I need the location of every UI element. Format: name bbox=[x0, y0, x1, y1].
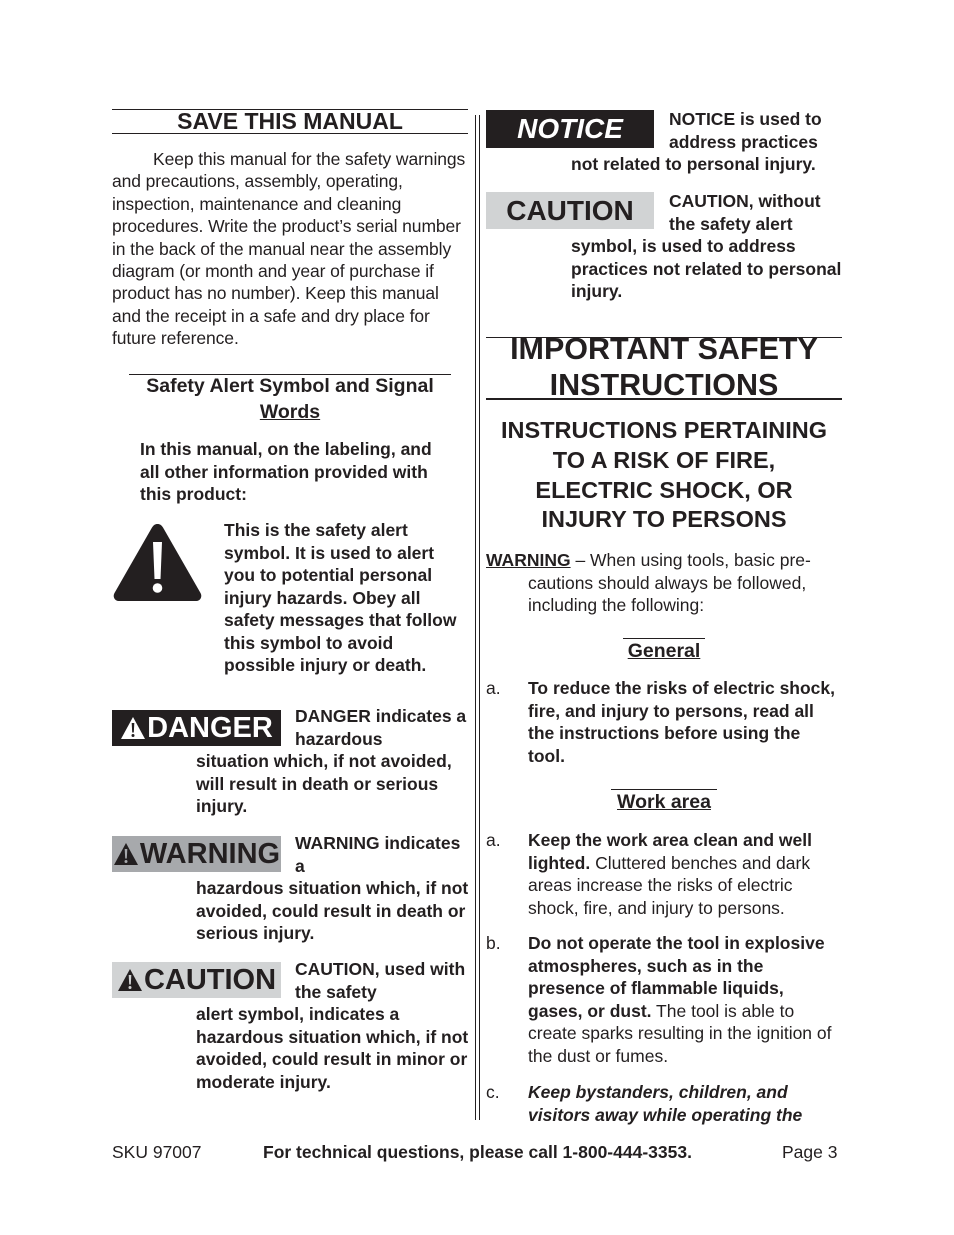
safety-alert-heading-line1: Safety Alert Symbol and Signal bbox=[146, 375, 434, 397]
list-marker: a. bbox=[486, 830, 501, 850]
important-title-line2: INSTRUCTIONS bbox=[549, 368, 779, 402]
subtitle-line: ELECTRIC SHOCK, OR bbox=[535, 476, 793, 503]
instructions-subtitle bbox=[486, 416, 842, 535]
warning-description-tail: hazardous situation which, if not avoided, could result in death or serious injury. bbox=[196, 878, 469, 943]
important-bottom-rule bbox=[486, 398, 842, 400]
notice-signal-label: NOTICE bbox=[486, 110, 654, 148]
caution-label-text: CAUTION bbox=[143, 963, 277, 996]
footer-page-number: Page 3 bbox=[782, 1142, 838, 1162]
warning-text-first: – When using tools, basic pre- bbox=[570, 550, 811, 570]
safety-alert-triangle-icon bbox=[111, 521, 204, 604]
caution-description-head: CAUTION, used with the safety bbox=[295, 959, 466, 1002]
list-marker: b. bbox=[486, 933, 501, 953]
warning-description-head: WARNING indicates a bbox=[295, 833, 461, 876]
footer-tech-support: For technical questions, please call 1-800-444-3353. bbox=[263, 1142, 692, 1162]
safety-alert-heading bbox=[112, 373, 468, 425]
item-text: The tool is able to create sparks resulting in the ignition of the dust or fumes. bbox=[528, 1000, 832, 1066]
item-text: Cluttered benches and dark areas increase the risks of electric shock, fire, and injury to persons. bbox=[528, 852, 811, 918]
warning-lead: WARNING bbox=[486, 550, 571, 570]
safety-alert-heading-line2: Words bbox=[259, 401, 321, 423]
warning-text-rest: cautions should always be followed, including the following: bbox=[528, 572, 807, 615]
danger-label-text: DANGER bbox=[147, 711, 273, 744]
list-item bbox=[486, 829, 842, 919]
notice-description-head: NOTICE is used to address practices bbox=[669, 109, 822, 152]
list-item bbox=[486, 932, 842, 1067]
subtitle-line: TO A RISK OF FIRE, bbox=[552, 446, 776, 473]
warning-label-text: WARNING bbox=[139, 837, 281, 870]
general-overline bbox=[623, 638, 705, 639]
important-title-line1: IMPORTANT SAFETY bbox=[510, 332, 818, 366]
footer-sku: SKU 97007 bbox=[112, 1142, 202, 1162]
caution-signal-label bbox=[112, 962, 281, 998]
list-marker: a. bbox=[486, 678, 501, 698]
danger-alert-icon bbox=[120, 716, 146, 740]
caution-nosymbol-tail: symbol, is used to address practices not related to personal injury. bbox=[571, 236, 842, 301]
danger-description-tail: situation which, if not avoided, will result in death or serious injury. bbox=[196, 751, 452, 816]
warning-paragraph bbox=[486, 549, 842, 617]
warning-alert-icon bbox=[113, 842, 139, 866]
subtitle-line: INJURY TO PERSONS bbox=[541, 506, 787, 533]
general-heading bbox=[486, 639, 842, 663]
subtitle-line: INSTRUCTIONS PERTAINING bbox=[501, 417, 827, 443]
work-area-heading-text: Work area bbox=[617, 791, 711, 813]
save-manual-heading: SAVE THIS MANUAL bbox=[177, 108, 403, 134]
item-bold-text: Keep the work area clean and well lighted. bbox=[528, 830, 812, 873]
save-manual-underline bbox=[112, 133, 468, 134]
item-bold-text: To reduce the risks of electric shock, fire, and injury to persons, read all the instructions before using the tool. bbox=[528, 678, 836, 766]
safety-alert-symbol-text: This is the safety alert symbol. It is used to alert you to potential personal injury hazards. Obey all safety messages that follow this symbol to avoid possible injury or death. bbox=[224, 520, 457, 675]
danger-signal-label bbox=[112, 710, 281, 746]
work-area-overline bbox=[611, 789, 717, 790]
item-bold-italic-text: Keep bystanders, children, and visitors away while operating the bbox=[528, 1082, 803, 1125]
notice-description-tail: not related to personal injury. bbox=[571, 154, 816, 174]
safety-alert-intro: In this manual, on the labeling, and all other information provided with this product: bbox=[140, 439, 432, 505]
column-divider bbox=[475, 115, 476, 1120]
caution-alert-icon bbox=[117, 968, 143, 992]
list-item bbox=[486, 677, 842, 767]
work-area-heading bbox=[486, 790, 842, 814]
list-marker: c. bbox=[486, 1082, 500, 1102]
danger-description-head: DANGER indicates a hazardous bbox=[295, 706, 467, 749]
save-manual-body: Keep this manual for the safety warnings and precautions, assembly, operating, inspection, maintenance and cleaning procedures. Write the product’s serial number in the back of the manual near the assembly diagram (or month and year of purchase if product has no number). Keep this manual and the receipt in a safe and dry place for future reference. bbox=[112, 149, 466, 349]
caution-nosymbol-label: CAUTION bbox=[486, 192, 654, 229]
item-bold-text: Do not operate the tool in explosive atmospheres, such as in the presence of flammable liquids, gases, or dust. bbox=[528, 933, 825, 1021]
general-heading-text: General bbox=[627, 640, 701, 662]
caution-description-tail: alert symbol, indicates a hazardous situation which, if not avoided, could result in minor or moderate injury. bbox=[196, 1004, 469, 1092]
warning-signal-label bbox=[112, 836, 281, 872]
caution-nosymbol-head: CAUTION, without the safety alert bbox=[669, 191, 821, 234]
column-divider bbox=[479, 115, 480, 1120]
important-safety-title bbox=[486, 331, 842, 403]
list-item bbox=[486, 1081, 842, 1126]
